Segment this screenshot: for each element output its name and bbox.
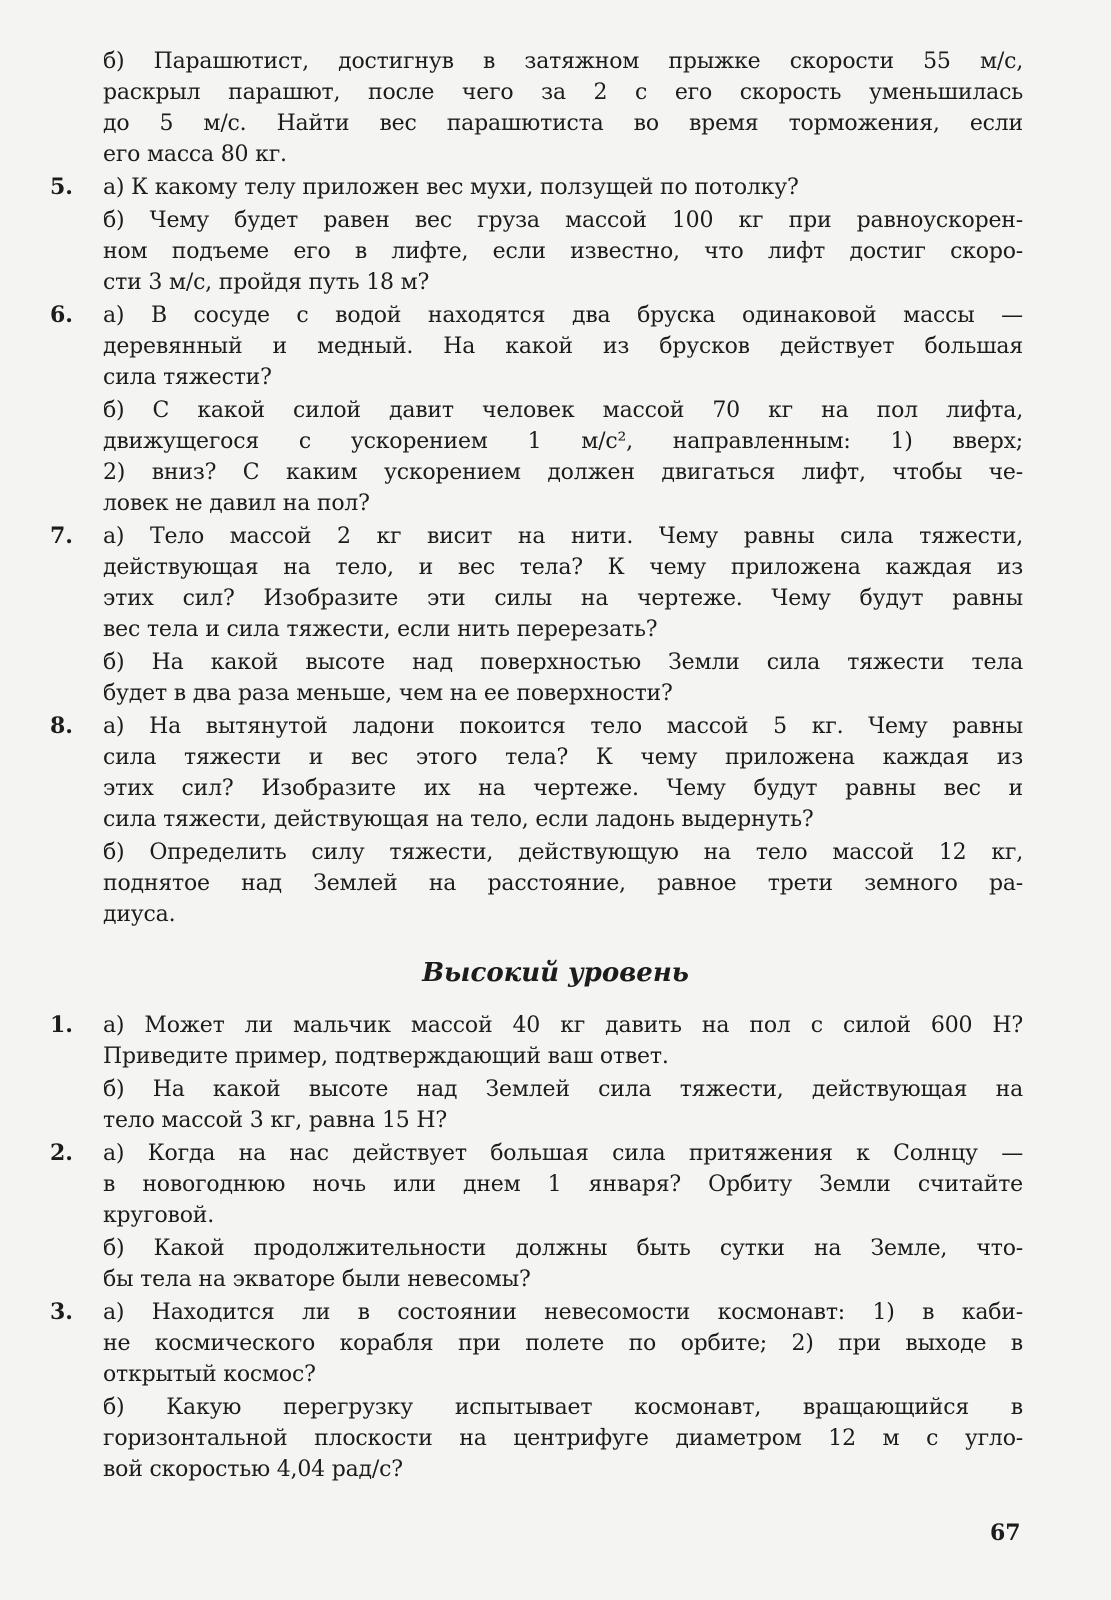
text-line: открытый космос? (103, 1362, 316, 1387)
text-line: горизонтальной плоскости на центрифуге диаметром 12 м с угло- (103, 1426, 1023, 1451)
text-line: а) На вытянутой ладони покоится тело массой 5 кг. Чему равны (103, 714, 1023, 739)
text-line: б) Какую перегрузку испытывает космонавт, вращающийся в (103, 1395, 1023, 1420)
text-line: будет в два раза меньше, чем на ее поверхности? (103, 681, 673, 706)
text-line: сила тяжести, действующая на тело, если ладонь выдернуть? (103, 807, 814, 832)
text-line: вес тела и сила тяжести, если нить перерезать? (103, 617, 658, 642)
text-line: 2) вниз? С каким ускорением должен двигаться лифт, чтобы че- (103, 460, 1023, 485)
text-line: б) Чему будет равен вес груза массой 100 кг при равноускорен- (103, 208, 1023, 233)
problem-subpart (0, 837, 1111, 930)
text-line: движущегося с ускорением 1 м/с², направленным: 1) вверх; (103, 429, 1023, 454)
text-line: а) Когда на нас действует большая сила притяжения к Солнцу — (103, 1141, 1023, 1166)
problem-item (0, 300, 1111, 393)
text-line: до 5 м/с. Найти вес парашютиста во время торможения, если (103, 111, 1023, 136)
text-line: б) Определить силу тяжести, действующую на тело массой 12 кг, (103, 840, 1023, 865)
text-line: а) Может ли мальчик массой 40 кг давить на пол с силой 600 Н? (103, 1013, 1023, 1038)
text-line: б) На какой высоте над Землей сила тяжести, действующая на (103, 1077, 1023, 1102)
problem-subpart (0, 1233, 1111, 1295)
problem-subpart (0, 1392, 1111, 1485)
text-line: круговой. (103, 1203, 215, 1228)
text-line: тело массой 3 кг, равна 15 Н? (103, 1108, 447, 1133)
page-body (0, 44, 1111, 1485)
text-line: его масса 80 кг. (103, 142, 287, 167)
text-line: раскрыл парашют, после чего за 2 с его скорость уменьшилась (103, 80, 1023, 105)
text-line: б) Какой продолжительности должны быть сутки на Земле, что- (103, 1236, 1023, 1261)
problem-number: 2. (50, 1140, 73, 1166)
problem-subpart (0, 205, 1111, 298)
section-heading: Высокий уровень (422, 958, 689, 988)
text-line: в новогоднюю ночь или днем 1 января? Орбиту Земли считайте (103, 1172, 1023, 1197)
text-line: а) Находится ли в состоянии невесомости космонавт: 1) в каби- (103, 1300, 1023, 1325)
problem-subpart (0, 1074, 1111, 1136)
text-line: этих сил? Изобразите эти силы на чертеже. Чему будут равны (103, 586, 1023, 611)
problem-number: 7. (50, 523, 73, 549)
text-line: б) Парашютист, достигнув в затяжном прыжке скорости 55 м/с, (103, 49, 1023, 74)
text-line: диуса. (103, 902, 176, 927)
text-line: ном подъеме его в лифте, если известно, что лифт достиг скоро- (103, 239, 1023, 264)
problem-number: 6. (50, 302, 73, 328)
problem-number: 1. (50, 1012, 73, 1038)
text-line: сила тяжести и вес этого тела? К чему приложена каждая из (103, 745, 1023, 770)
problem-subpart (0, 46, 1111, 170)
text-line: сти 3 м/с, пройдя путь 18 м? (103, 270, 430, 295)
text-line: а) Тело массой 2 кг висит на нити. Чему равны сила тяжести, (103, 524, 1023, 549)
problem-number: 8. (50, 713, 73, 739)
text-line: не космического корабля при полете по орбите; 2) при выходе в (103, 1331, 1023, 1356)
problem-subpart (0, 647, 1111, 709)
page-number: 67 (990, 1520, 1021, 1546)
text-line: вой скоростью 4,04 рад/с? (103, 1457, 403, 1482)
text-line: а) К какому телу приложен вес мухи, ползущей по потолку? (103, 175, 799, 200)
problem-item (0, 1010, 1111, 1072)
problem-item (0, 172, 1111, 203)
text-line: а) В сосуде с водой находятся два бруска одинаковой массы — (103, 303, 1023, 328)
problem-item (0, 521, 1111, 645)
text-line: сила тяжести? (103, 365, 272, 390)
text-line: действующая на тело, и вес тела? К чему приложена каждая из (103, 555, 1023, 580)
problem-number: 3. (50, 1299, 73, 1325)
text-line: бы тела на экваторе были невесомы? (103, 1267, 531, 1292)
problem-item (0, 711, 1111, 835)
text-line: деревянный и медный. На какой из брусков действует большая (103, 334, 1023, 359)
problem-subpart (0, 395, 1111, 519)
text-line: поднятое над Землей на расстояние, равное трети земного ра- (103, 871, 1023, 896)
text-line: Приведите пример, подтверждающий ваш ответ. (103, 1044, 669, 1069)
problem-number: 5. (50, 174, 73, 200)
text-line: этих сил? Изобразите их на чертеже. Чему будут равны вес и (103, 776, 1023, 801)
text-line: ловек не давил на пол? (103, 491, 370, 516)
text-line: б) На какой высоте над поверхностью Земли сила тяжести тела (103, 650, 1023, 675)
problem-item (0, 1138, 1111, 1231)
text-line: б) С какой силой давит человек массой 70 кг на пол лифта, (103, 398, 1023, 423)
problem-item (0, 1297, 1111, 1390)
